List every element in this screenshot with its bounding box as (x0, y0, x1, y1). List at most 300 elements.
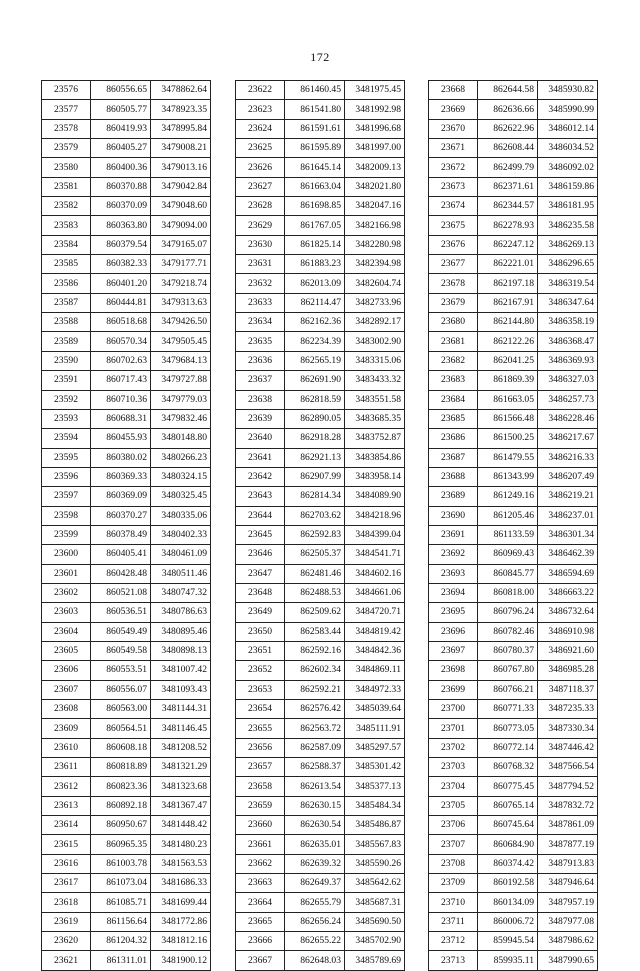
y-coordinate-cell: 3487990.65 (538, 951, 598, 970)
x-coordinate-cell: 862630.15 (285, 796, 345, 815)
x-coordinate-cell: 860401.20 (91, 274, 151, 293)
y-coordinate-cell: 3487877.19 (538, 835, 598, 854)
table-row (429, 332, 598, 351)
table-row (42, 680, 211, 699)
table-row (42, 235, 211, 254)
point-number-cell: 23625 (236, 139, 285, 158)
table-row (236, 680, 405, 699)
x-coordinate-cell: 862221.01 (478, 255, 538, 274)
table-row (429, 777, 598, 796)
x-coordinate-cell: 862890.05 (285, 409, 345, 428)
x-coordinate-cell: 860419.93 (91, 119, 151, 138)
table-row (42, 351, 211, 370)
y-coordinate-cell: 3479684.13 (151, 351, 211, 370)
x-coordinate-cell: 860845.77 (478, 564, 538, 583)
x-coordinate-cell: 860780.37 (478, 641, 538, 660)
y-coordinate-cell: 3481975.45 (345, 81, 405, 100)
x-coordinate-cell: 862587.09 (285, 738, 345, 757)
point-number-cell: 23587 (42, 293, 91, 312)
x-coordinate-cell: 860400.36 (91, 158, 151, 177)
table-row (429, 197, 598, 216)
x-coordinate-cell: 861311.01 (91, 951, 151, 970)
x-coordinate-cell: 862703.62 (285, 506, 345, 525)
y-coordinate-cell: 3481144.31 (151, 700, 211, 719)
point-number-cell: 23678 (429, 274, 478, 293)
table-row (42, 700, 211, 719)
x-coordinate-cell: 860553.51 (91, 661, 151, 680)
point-number-cell: 23628 (236, 197, 285, 216)
table-row (236, 158, 405, 177)
x-coordinate-cell: 860765.14 (478, 796, 538, 815)
point-number-cell: 23669 (429, 100, 478, 119)
y-coordinate-cell: 3486237.01 (538, 506, 598, 525)
y-coordinate-cell: 3486462.39 (538, 545, 598, 564)
table-row (236, 622, 405, 641)
x-coordinate-cell: 860768.32 (478, 758, 538, 777)
point-number-cell: 23659 (236, 796, 285, 815)
y-coordinate-cell: 3484842.36 (345, 641, 405, 660)
y-coordinate-cell: 3487118.37 (538, 680, 598, 699)
table-row (236, 216, 405, 235)
point-number-cell: 23634 (236, 313, 285, 332)
x-coordinate-cell: 860892.18 (91, 796, 151, 815)
point-number-cell: 23632 (236, 274, 285, 293)
y-coordinate-cell: 3483551.58 (345, 390, 405, 409)
y-coordinate-cell: 3481563.53 (151, 854, 211, 873)
point-number-cell: 23635 (236, 332, 285, 351)
point-number-cell: 23647 (236, 564, 285, 583)
point-number-cell: 23672 (429, 158, 478, 177)
point-number-cell: 23712 (429, 932, 478, 951)
point-number-cell: 23690 (429, 506, 478, 525)
x-coordinate-cell: 861249.16 (478, 487, 538, 506)
y-coordinate-cell: 3483433.32 (345, 371, 405, 390)
x-coordinate-cell: 861133.59 (478, 525, 538, 544)
table-row (429, 158, 598, 177)
point-number-cell: 23698 (429, 661, 478, 680)
x-coordinate-cell: 860710.36 (91, 390, 151, 409)
x-coordinate-cell: 861204.32 (91, 932, 151, 951)
table-row (42, 100, 211, 119)
table-row (236, 293, 405, 312)
y-coordinate-cell: 3487566.54 (538, 758, 598, 777)
point-number-cell: 23695 (429, 603, 478, 622)
x-coordinate-cell: 860684.90 (478, 835, 538, 854)
x-coordinate-cell: 861767.05 (285, 216, 345, 235)
point-number-cell: 23591 (42, 371, 91, 390)
point-number-cell: 23656 (236, 738, 285, 757)
table-row (42, 874, 211, 893)
point-number-cell: 23588 (42, 313, 91, 332)
point-number-cell: 23679 (429, 293, 478, 312)
table-row (236, 816, 405, 835)
x-coordinate-cell: 860564.51 (91, 719, 151, 738)
point-number-cell: 23689 (429, 487, 478, 506)
y-coordinate-cell: 3486663.22 (538, 583, 598, 602)
x-coordinate-cell: 861663.04 (285, 177, 345, 196)
x-coordinate-cell: 862114.47 (285, 293, 345, 312)
x-coordinate-cell: 862639.32 (285, 854, 345, 873)
y-coordinate-cell: 3485789.69 (345, 951, 405, 970)
point-number-cell: 23666 (236, 932, 285, 951)
point-number-cell: 23645 (236, 525, 285, 544)
table-row (236, 583, 405, 602)
x-coordinate-cell: 862613.54 (285, 777, 345, 796)
point-number-cell: 23639 (236, 409, 285, 428)
point-number-cell: 23601 (42, 564, 91, 583)
x-coordinate-cell: 860192.58 (478, 874, 538, 893)
x-coordinate-cell: 862592.83 (285, 525, 345, 544)
x-coordinate-cell: 860796.24 (478, 603, 538, 622)
table-row (429, 951, 598, 970)
x-coordinate-cell: 860702.63 (91, 351, 151, 370)
point-number-cell: 23640 (236, 429, 285, 448)
point-number-cell: 23623 (236, 100, 285, 119)
y-coordinate-cell: 3483958.14 (345, 467, 405, 486)
x-coordinate-cell: 860771.33 (478, 700, 538, 719)
y-coordinate-cell: 3486269.13 (538, 235, 598, 254)
x-coordinate-cell: 862592.16 (285, 641, 345, 660)
table-row (42, 545, 211, 564)
point-number-cell: 23701 (429, 719, 478, 738)
table-row (42, 777, 211, 796)
x-coordinate-cell: 860772.14 (478, 738, 538, 757)
point-number-cell: 23696 (429, 622, 478, 641)
x-coordinate-cell: 860549.49 (91, 622, 151, 641)
x-coordinate-cell: 862649.37 (285, 874, 345, 893)
point-number-cell: 23680 (429, 313, 478, 332)
table-row (429, 912, 598, 931)
y-coordinate-cell: 3485687.31 (345, 893, 405, 912)
table-row (429, 371, 598, 390)
y-coordinate-cell: 3486594.69 (538, 564, 598, 583)
table-row (429, 525, 598, 544)
point-number-cell: 23580 (42, 158, 91, 177)
point-number-cell: 23642 (236, 467, 285, 486)
y-coordinate-cell: 3485567.83 (345, 835, 405, 854)
table-row (429, 700, 598, 719)
x-coordinate-cell: 860369.09 (91, 487, 151, 506)
x-coordinate-cell: 860745.64 (478, 816, 538, 835)
y-coordinate-cell: 3478995.84 (151, 119, 211, 138)
x-coordinate-cell: 861085.71 (91, 893, 151, 912)
x-coordinate-cell: 860518.68 (91, 313, 151, 332)
y-coordinate-cell: 3483315.06 (345, 351, 405, 370)
x-coordinate-cell: 860823.36 (91, 777, 151, 796)
y-coordinate-cell: 3485301.42 (345, 758, 405, 777)
point-number-cell: 23665 (236, 912, 285, 931)
x-coordinate-cell: 861869.39 (478, 371, 538, 390)
table-row (236, 177, 405, 196)
x-coordinate-cell: 862602.34 (285, 661, 345, 680)
table-row (429, 467, 598, 486)
table-row (42, 467, 211, 486)
table-row (236, 506, 405, 525)
table-row (236, 951, 405, 970)
table-row (42, 81, 211, 100)
y-coordinate-cell: 3484089.90 (345, 487, 405, 506)
x-coordinate-cell: 861479.55 (478, 448, 538, 467)
table-row (429, 622, 598, 641)
table-row (429, 738, 598, 757)
y-coordinate-cell: 3481997.00 (345, 139, 405, 158)
point-number-cell: 23618 (42, 893, 91, 912)
y-coordinate-cell: 3486257.73 (538, 390, 598, 409)
y-coordinate-cell: 3483685.35 (345, 409, 405, 428)
y-coordinate-cell: 3487913.83 (538, 854, 598, 873)
point-number-cell: 23624 (236, 119, 285, 138)
y-coordinate-cell: 3486358.19 (538, 313, 598, 332)
table-row (42, 448, 211, 467)
table-row (236, 912, 405, 931)
table-row (42, 487, 211, 506)
x-coordinate-cell: 862013.09 (285, 274, 345, 293)
y-coordinate-cell: 3480335.06 (151, 506, 211, 525)
x-coordinate-cell: 861698.85 (285, 197, 345, 216)
x-coordinate-cell: 862247.12 (478, 235, 538, 254)
y-coordinate-cell: 3484602.16 (345, 564, 405, 583)
x-coordinate-cell: 862505.37 (285, 545, 345, 564)
y-coordinate-cell: 3481480.23 (151, 835, 211, 854)
table-row (42, 719, 211, 738)
table-row (42, 119, 211, 138)
point-number-cell: 23627 (236, 177, 285, 196)
page-number: 172 (310, 50, 330, 64)
x-coordinate-cell: 860782.46 (478, 622, 538, 641)
y-coordinate-cell: 3479013.16 (151, 158, 211, 177)
table-row (429, 932, 598, 951)
y-coordinate-cell: 3482892.17 (345, 313, 405, 332)
table-row (429, 680, 598, 699)
x-coordinate-cell: 862656.24 (285, 912, 345, 931)
y-coordinate-cell: 3486296.65 (538, 255, 598, 274)
x-coordinate-cell: 860382.33 (91, 255, 151, 274)
x-coordinate-cell: 862197.18 (478, 274, 538, 293)
table-row (42, 216, 211, 235)
y-coordinate-cell: 3484399.04 (345, 525, 405, 544)
y-coordinate-cell: 3485690.50 (345, 912, 405, 931)
table-row (429, 313, 598, 332)
x-coordinate-cell: 862167.91 (478, 293, 538, 312)
y-coordinate-cell: 3481686.33 (151, 874, 211, 893)
x-coordinate-cell: 862691.90 (285, 371, 345, 390)
y-coordinate-cell: 3484541.71 (345, 545, 405, 564)
y-coordinate-cell: 3480324.15 (151, 467, 211, 486)
y-coordinate-cell: 3481996.68 (345, 119, 405, 138)
point-number-cell: 23693 (429, 564, 478, 583)
y-coordinate-cell: 3487235.33 (538, 700, 598, 719)
point-number-cell: 23648 (236, 583, 285, 602)
y-coordinate-cell: 3484218.96 (345, 506, 405, 525)
table-row (429, 564, 598, 583)
point-number-cell: 23675 (429, 216, 478, 235)
point-number-cell: 23596 (42, 467, 91, 486)
point-number-cell: 23613 (42, 796, 91, 815)
table-row (236, 313, 405, 332)
table-row (236, 932, 405, 951)
x-coordinate-cell: 862344.57 (478, 197, 538, 216)
y-coordinate-cell: 3479426.50 (151, 313, 211, 332)
x-coordinate-cell: 860775.45 (478, 777, 538, 796)
point-number-cell: 23592 (42, 390, 91, 409)
point-number-cell: 23663 (236, 874, 285, 893)
table-row (42, 622, 211, 641)
y-coordinate-cell: 3479832.46 (151, 409, 211, 428)
x-coordinate-cell: 860818.00 (478, 583, 538, 602)
point-number-cell: 23629 (236, 216, 285, 235)
table-row (429, 758, 598, 777)
y-coordinate-cell: 3481772.86 (151, 912, 211, 931)
table-row (42, 255, 211, 274)
y-coordinate-cell: 3479042.84 (151, 177, 211, 196)
table-row (236, 351, 405, 370)
point-number-cell: 23616 (42, 854, 91, 873)
y-coordinate-cell: 3479177.71 (151, 255, 211, 274)
point-number-cell: 23676 (429, 235, 478, 254)
x-coordinate-cell: 860369.33 (91, 467, 151, 486)
x-coordinate-cell: 860950.67 (91, 816, 151, 835)
y-coordinate-cell: 3480511.46 (151, 564, 211, 583)
y-coordinate-cell: 3481321.29 (151, 758, 211, 777)
point-number-cell: 23711 (429, 912, 478, 931)
y-coordinate-cell: 3486910.98 (538, 622, 598, 641)
table-row (42, 409, 211, 428)
table-row (236, 700, 405, 719)
table-row (236, 119, 405, 138)
point-number-cell: 23617 (42, 874, 91, 893)
table-row (42, 932, 211, 951)
x-coordinate-cell: 859935.11 (478, 951, 538, 970)
table-row (236, 255, 405, 274)
x-coordinate-cell: 860370.27 (91, 506, 151, 525)
point-number-cell: 23660 (236, 816, 285, 835)
x-coordinate-cell: 860370.09 (91, 197, 151, 216)
x-coordinate-cell: 862509.62 (285, 603, 345, 622)
point-number-cell: 23654 (236, 700, 285, 719)
x-coordinate-cell: 860505.77 (91, 100, 151, 119)
x-coordinate-cell: 860969.43 (478, 545, 538, 564)
table-row (429, 177, 598, 196)
table-row (42, 390, 211, 409)
table-row (236, 661, 405, 680)
x-coordinate-cell: 862583.44 (285, 622, 345, 641)
table-row (429, 100, 598, 119)
x-coordinate-cell: 861663.05 (478, 390, 538, 409)
table-row (236, 274, 405, 293)
y-coordinate-cell: 3481812.16 (151, 932, 211, 951)
point-number-cell: 23644 (236, 506, 285, 525)
y-coordinate-cell: 3487832.72 (538, 796, 598, 815)
x-coordinate-cell: 862162.36 (285, 313, 345, 332)
y-coordinate-cell: 3486216.33 (538, 448, 598, 467)
y-coordinate-cell: 3484869.11 (345, 661, 405, 680)
point-number-cell: 23612 (42, 777, 91, 796)
point-number-cell: 23703 (429, 758, 478, 777)
table-row (429, 641, 598, 660)
table-row (429, 506, 598, 525)
table-row (429, 351, 598, 370)
table-row (429, 216, 598, 235)
table-row (42, 313, 211, 332)
table-row (429, 835, 598, 854)
x-coordinate-cell: 862234.39 (285, 332, 345, 351)
point-number-cell: 23620 (42, 932, 91, 951)
y-coordinate-cell: 3485930.82 (538, 81, 598, 100)
table-row (42, 854, 211, 873)
point-number-cell: 23603 (42, 603, 91, 622)
y-coordinate-cell: 3481146.45 (151, 719, 211, 738)
table-row (429, 409, 598, 428)
point-number-cell: 23614 (42, 816, 91, 835)
table-row (42, 274, 211, 293)
point-number-cell: 23705 (429, 796, 478, 815)
x-coordinate-cell: 862648.03 (285, 951, 345, 970)
point-number-cell: 23649 (236, 603, 285, 622)
point-number-cell: 23638 (236, 390, 285, 409)
x-coordinate-cell: 860549.58 (91, 641, 151, 660)
point-number-cell: 23713 (429, 951, 478, 970)
y-coordinate-cell: 3484972.33 (345, 680, 405, 699)
y-coordinate-cell: 3487446.42 (538, 738, 598, 757)
y-coordinate-cell: 3487957.19 (538, 893, 598, 912)
y-coordinate-cell: 3485111.91 (345, 719, 405, 738)
x-coordinate-cell: 862565.19 (285, 351, 345, 370)
y-coordinate-cell: 3485642.62 (345, 874, 405, 893)
y-coordinate-cell: 3484720.71 (345, 603, 405, 622)
x-coordinate-cell: 861003.78 (91, 854, 151, 873)
y-coordinate-cell: 3481992.98 (345, 100, 405, 119)
y-coordinate-cell: 3486732.64 (538, 603, 598, 622)
point-number-cell: 23633 (236, 293, 285, 312)
point-number-cell: 23697 (429, 641, 478, 660)
table-row (42, 912, 211, 931)
table-row (42, 951, 211, 970)
y-coordinate-cell: 3481007.42 (151, 661, 211, 680)
x-coordinate-cell: 862481.46 (285, 564, 345, 583)
point-number-cell: 23708 (429, 854, 478, 873)
y-coordinate-cell: 3486207.49 (538, 467, 598, 486)
table-row (236, 564, 405, 583)
table-row (429, 255, 598, 274)
table-row (429, 661, 598, 680)
y-coordinate-cell: 3486369.93 (538, 351, 598, 370)
y-coordinate-cell: 3479727.88 (151, 371, 211, 390)
x-coordinate-cell: 860380.02 (91, 448, 151, 467)
x-coordinate-cell: 860374.42 (478, 854, 538, 873)
table-row (42, 158, 211, 177)
y-coordinate-cell: 3480786.63 (151, 603, 211, 622)
table-row (236, 545, 405, 564)
table-row (42, 641, 211, 660)
x-coordinate-cell: 862608.44 (478, 139, 538, 158)
y-coordinate-cell: 3486219.21 (538, 487, 598, 506)
table-row (236, 448, 405, 467)
point-number-cell: 23710 (429, 893, 478, 912)
point-number-cell: 23602 (42, 583, 91, 602)
point-number-cell: 23597 (42, 487, 91, 506)
x-coordinate-cell: 859945.54 (478, 932, 538, 951)
table-row (42, 564, 211, 583)
point-number-cell: 23685 (429, 409, 478, 428)
x-coordinate-cell: 862918.28 (285, 429, 345, 448)
x-coordinate-cell: 861156.64 (91, 912, 151, 931)
point-number-cell: 23658 (236, 777, 285, 796)
table-row (429, 390, 598, 409)
x-coordinate-cell: 860608.18 (91, 738, 151, 757)
y-coordinate-cell: 3482733.96 (345, 293, 405, 312)
point-number-cell: 23595 (42, 448, 91, 467)
table-row (236, 429, 405, 448)
